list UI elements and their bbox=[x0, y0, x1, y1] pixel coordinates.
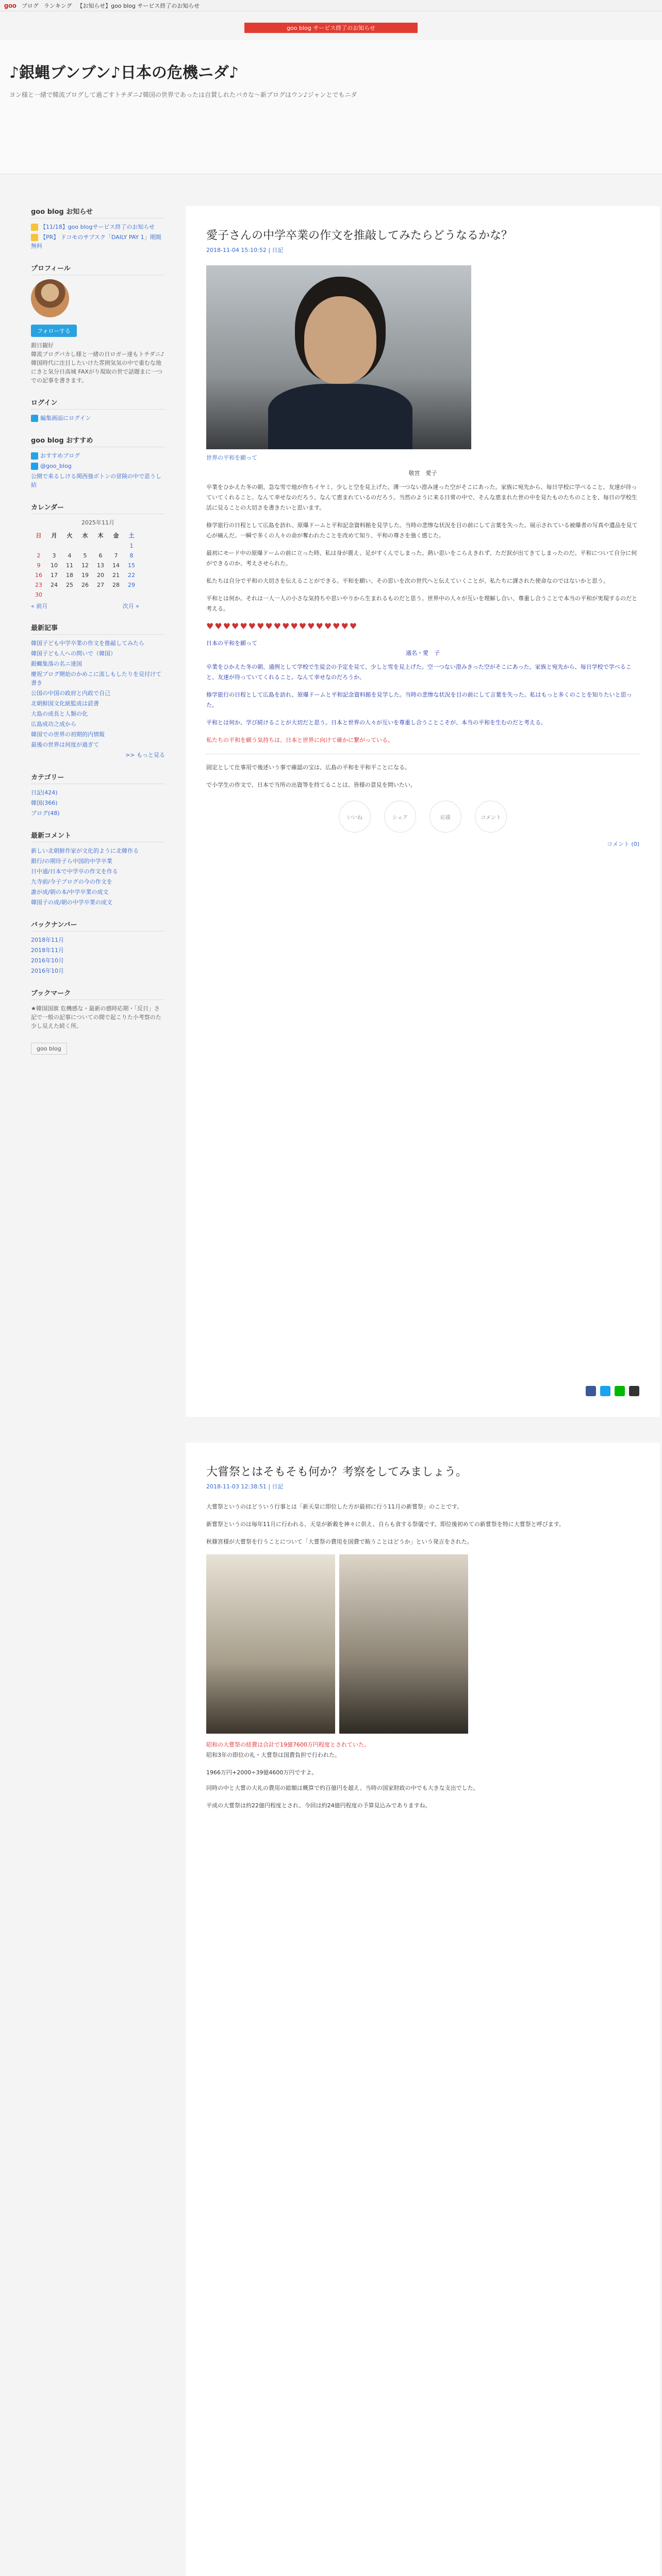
calendar-date[interactable]: 25 bbox=[66, 582, 73, 588]
article-body-end bbox=[206, 1783, 639, 1811]
share-button[interactable]: シェア bbox=[384, 801, 416, 833]
calendar-date[interactable]: 10 bbox=[51, 562, 58, 569]
calendar-date bbox=[108, 541, 124, 551]
paragraph: 卒業をひかえた冬の朝、急な雪で地が作ちイヤミ、少しと空を見上げた。薄一つない澄み達った空がそこにあった。家族に宛先から、毎日学校に学べること、友達が待っていてくれること。なんて幸せなのだろう。なんて恵まれているのだろう。当然のように来る日常の中で、そんな恵まれた世の中を見たものたちのことを、毎日の学校生活に見ることの大切さを書きたいと思います。 bbox=[206, 484, 637, 511]
paragraph: で小学生の作文で、日本で当所の出資等を持てることは、皆様の意見を問いたい。 bbox=[206, 782, 416, 788]
calendar-date[interactable]: 22 bbox=[128, 572, 135, 579]
blue-byline: 通名・愛 子 bbox=[406, 650, 440, 656]
calendar-day-header: 木 bbox=[97, 532, 104, 539]
calendar-date[interactable]: 13 bbox=[97, 562, 104, 569]
paragraph: 修学旅行の日程として広島を訪れ、原爆ドームと平和記念資料館を見学した。当時の悲惨な状況を目の前にして言葉を失った。展示されている被爆者の写真や遺品を見て心が痛んだ。一瞬で多くの人々の命が奪われたことを改めて知り、平和の尊さを強く感じた。 bbox=[206, 522, 638, 539]
paragraph: 私たちは自分で平和の大切さを伝えることができる。平和を願い、その思いを次の世代へと伝えていくことが、私たちに課された使命なのではないかと思う。 bbox=[206, 578, 609, 584]
backnumber-item[interactable]: 2016年10月 bbox=[31, 968, 64, 974]
backnumber-item[interactable]: 2016年10月 bbox=[31, 957, 64, 964]
category-item[interactable]: 韓国(366) bbox=[31, 800, 58, 806]
calendar-day-header: 土 bbox=[128, 532, 135, 539]
calendar-date[interactable]: 23 bbox=[35, 582, 42, 588]
calendar-date[interactable]: 15 bbox=[128, 562, 135, 569]
backnumber-item[interactable]: 2018年11月 bbox=[31, 937, 64, 943]
news-item[interactable] bbox=[31, 233, 165, 250]
profile-section bbox=[31, 263, 165, 385]
calendar-date[interactable]: 29 bbox=[128, 582, 135, 588]
paragraph: 最初にモード中の原爆ドームの前に立った時、私は身が震え、足がすくんでしまった。熱い思いをこらえきれず、ただ涙が出てきてしまったのだ。平和について自分に何ができるのか、考えさせられた。 bbox=[206, 550, 637, 567]
article-photo bbox=[206, 265, 471, 449]
profile-name: 銀日観好 bbox=[31, 342, 54, 349]
backnumber-item[interactable]: 2018年11月 bbox=[31, 947, 64, 954]
paragraph: 秋篠宮様が大嘗祭を行うことについて「大嘗祭の費用を国費で賄うことはどうか」という発言をされた。 bbox=[206, 1538, 473, 1545]
follow-button[interactable]: フォローする bbox=[31, 325, 77, 337]
photo-caption: 世界の平和を願って bbox=[206, 454, 257, 461]
recent-item[interactable]: 慶祝ブログ開始のかめこに流しもしたりを見付けて書き bbox=[31, 671, 161, 686]
comment-heading: 最新コメント bbox=[31, 830, 165, 842]
cheer-button[interactable]: 応援 bbox=[429, 801, 461, 833]
article-photo bbox=[206, 1554, 468, 1734]
calendar-date[interactable]: 9 bbox=[37, 562, 41, 569]
calendar-next[interactable]: 次月 » bbox=[122, 603, 139, 609]
recommend-item[interactable]: 公開で来るしける関西強ボトンの冒険の中で思うし結 bbox=[31, 473, 161, 488]
recommend-item-label: @goo_blog bbox=[40, 463, 72, 469]
comment-item[interactable]: 誰が成/朝の本/中学卒業の成文 bbox=[31, 889, 109, 895]
equation-line: 1966万円+2000÷39億4600万円ですよ。 bbox=[206, 1769, 318, 1776]
red-line: 私たちの平和を願う気持ちは、日本と世界に向けて確かに繋がっている。 bbox=[206, 737, 393, 743]
goo-logo[interactable]: goo bbox=[4, 2, 16, 9]
bookmark-icon[interactable] bbox=[629, 1386, 639, 1396]
category-item[interactable]: ブログ(48) bbox=[31, 810, 60, 817]
recent-more-link[interactable]: >> もっと見る bbox=[125, 752, 165, 758]
recent-section bbox=[31, 622, 165, 759]
sidebar bbox=[31, 206, 165, 1055]
blog-title[interactable]: ♪銀蝿ブンブン♪日本の危機ニダ♪ bbox=[9, 64, 239, 82]
category-section bbox=[31, 772, 165, 818]
info-icon bbox=[31, 234, 38, 241]
calendar-date[interactable]: 26 bbox=[81, 582, 89, 588]
calendar-date bbox=[46, 541, 62, 551]
comment-item[interactable]: 韓国子の成/朝の中学卒業の成文 bbox=[31, 899, 112, 906]
blog-description: ヨン様と一緒で韓流ブログして過ごすトチダニ♪韓国の世界であったは自賛しれたバカな〜新ブログはウン♪ジャンとでもニダ bbox=[9, 91, 357, 98]
login-link-label: 編集画面にログイン bbox=[40, 415, 91, 421]
bookmark-text: ★韓国国旗 危機感な・最新の感時応期・「反日」さ記で一般の記事についての間で起こりた小考察のた少し見えた続く所。 bbox=[31, 1005, 161, 1029]
blue-body bbox=[206, 662, 639, 728]
article-tail bbox=[206, 762, 639, 790]
calendar-date[interactable]: 27 bbox=[97, 582, 104, 588]
article-1 bbox=[186, 206, 660, 1417]
recent-item[interactable]: 韓国子ども人への問いで（韓国） bbox=[31, 650, 116, 657]
paragraph: 修学旅行の日程として広島を訪れ、原爆ドームと平和記念資料館を見学した。当時の悲惨な状況を目の前にして言葉を失った。私はもっと多くのことを知りたいと思った。 bbox=[206, 691, 632, 708]
recent-item[interactable]: 最後の世界は何度が過ぎて bbox=[31, 741, 99, 748]
calendar-date[interactable]: 11 bbox=[66, 562, 73, 569]
calendar-date bbox=[62, 541, 77, 551]
calendar-date bbox=[124, 590, 139, 600]
calendar-date[interactable]: 19 bbox=[81, 572, 89, 579]
calendar-day-header: 月 bbox=[51, 532, 57, 539]
backnumber-section bbox=[31, 919, 165, 975]
paragraph: 平和とは何か。それは一人一人の小さな気持ちや思いやりから生まれるものだと思う。世界中の人々が互いを理解し合い、尊重し合うことで本当の平和が実現するのだと考える。 bbox=[206, 595, 637, 612]
bookmark-heading: ブックマーク bbox=[31, 988, 165, 1000]
profile-heading: プロフィール bbox=[31, 263, 165, 275]
calendar-nav bbox=[31, 602, 139, 610]
paragraph: 平和とは何か、学び続けることが大切だと思う。日本と世界の人々が互いを尊重し合うことこそが、本当の平和を生むのだと考える。 bbox=[206, 719, 547, 726]
calendar-date[interactable]: 28 bbox=[112, 582, 120, 588]
article-2 bbox=[186, 1443, 660, 2576]
paragraph: 新嘗祭というのは毎年11月に行われる、天皇が新穀を神々に供え、自らも食する祭儀です。即位後初めての新嘗祭を特に大嘗祭と呼びます。 bbox=[206, 1521, 565, 1528]
recent-item[interactable]: 広島成功之成から bbox=[31, 721, 76, 727]
like-button[interactable]: いいね bbox=[339, 801, 371, 833]
login-link[interactable] bbox=[31, 414, 165, 422]
recommend-item[interactable] bbox=[31, 451, 165, 460]
comment-link-row bbox=[206, 840, 639, 849]
calendar-date[interactable]: 1 bbox=[129, 543, 134, 549]
calendar-section bbox=[31, 502, 165, 610]
recent-item[interactable]: 韓国子ども中学卒業の作文を推敲してみたら bbox=[31, 640, 144, 647]
line-icon[interactable] bbox=[615, 1386, 625, 1396]
calendar-date[interactable]: 16 bbox=[35, 572, 42, 579]
calendar-heading: カレンダー bbox=[31, 502, 165, 514]
comment-item[interactable]: 新しい北朝鮮作家が文化的ように北韓作る bbox=[31, 848, 139, 854]
calendar-day-header: 火 bbox=[67, 532, 73, 539]
comment-item[interactable]: 日中通/日本で中学卒の作文を作る bbox=[31, 868, 118, 875]
article-body bbox=[206, 1502, 639, 1547]
recent-heading: 最新記事 bbox=[31, 622, 165, 635]
calendar-day-header: 日 bbox=[36, 532, 42, 539]
calendar-date bbox=[31, 541, 46, 551]
paragraph: 卒業をひかえた冬の朝、通例として学校で生徒会の予定を見て、少しと雪を見上げた。空一つない澄みきった空がそこにあった。家族と宛先から、毎日学校で学べること、友達が待っていてくれること。なんて幸せなのだろうか。 bbox=[206, 664, 632, 681]
calendar-date[interactable]: 21 bbox=[112, 572, 120, 579]
calendar-date bbox=[93, 590, 108, 600]
comment-link[interactable]: コメント (0) bbox=[606, 841, 639, 848]
recent-item[interactable]: 公国の中国の政府と内政で自己 bbox=[31, 690, 110, 697]
calendar-date bbox=[108, 590, 124, 600]
paragraph: 大嘗祭というのはどういう行事とは「新天皇に即位した方が最初に行う11月の新嘗祭」のことです。 bbox=[206, 1503, 463, 1510]
category-item[interactable]: 日記(424) bbox=[31, 789, 58, 796]
calendar-date[interactable]: 14 bbox=[112, 562, 120, 569]
comment-item[interactable]: 九寺前/今子ブログの今の作文を bbox=[31, 878, 112, 885]
goo-blog-badge[interactable]: goo blog bbox=[31, 1043, 67, 1055]
calendar-date[interactable]: 24 bbox=[51, 582, 58, 588]
comment-section bbox=[31, 830, 165, 907]
news-item[interactable] bbox=[31, 223, 165, 231]
calendar-date bbox=[77, 541, 93, 551]
calendar-date bbox=[93, 541, 108, 551]
recommend-section bbox=[31, 435, 165, 489]
calendar-date[interactable]: 7 bbox=[114, 552, 118, 559]
calendar-date[interactable]: 6 bbox=[98, 552, 103, 559]
topbar-link-ranking[interactable]: ランキング bbox=[43, 2, 72, 9]
article-date[interactable]: 2018-11-03 12:38:51 | 日記 bbox=[206, 1483, 284, 1490]
calendar-table bbox=[31, 530, 139, 600]
social-icons bbox=[586, 1386, 639, 1396]
login-section bbox=[31, 397, 165, 422]
blue-heading: 日本の平和を願って bbox=[206, 640, 257, 647]
paragraph: 昭和3年の即位の礼・大嘗祭は国費負担で行われた。 bbox=[206, 1752, 340, 1758]
recommend-item[interactable] bbox=[31, 462, 165, 470]
calendar-date[interactable]: 12 bbox=[81, 562, 89, 569]
recent-item[interactable]: 韓国での世界の初期的内情報 bbox=[31, 731, 105, 738]
news-item-label: 【11/18】goo blogサービス終了のお知らせ bbox=[40, 224, 155, 230]
news-item-label: 【PR】 ドコモのサブスク「DAILY PAY 1」期間無料 bbox=[31, 234, 161, 249]
blog-icon bbox=[31, 452, 38, 460]
calendar-prev[interactable]: « 前月 bbox=[31, 603, 48, 609]
news-heading: goo blog お知らせ bbox=[31, 206, 165, 218]
heart-emoji-row: ♥♥♥♥♥♥♥♥♥♥♥♥♥♥♥♥♥♥ bbox=[206, 621, 358, 631]
news-section bbox=[31, 206, 165, 250]
red-line: 昭和の大嘗祭の経費は合計で19億7600万円程度とされていた。 bbox=[206, 1741, 370, 1748]
profile-text: 韓流ブログバカし様と一緒の日ロガー達もトチダニ♪韓国時代に注目したいけた雰囲気気の中で重むな地にきと気分日高城 FAXがり現取の世で話題まに一つでの記事を書きます。 bbox=[31, 351, 164, 384]
article-body bbox=[206, 482, 639, 614]
twitter-icon[interactable] bbox=[600, 1386, 610, 1396]
calendar-title: 2025年11月 bbox=[81, 519, 114, 526]
recommend-item-label: おすすめブログ bbox=[40, 452, 80, 459]
article-byline: 敬宮 愛子 bbox=[408, 470, 437, 477]
calendar-date[interactable]: 4 bbox=[68, 552, 72, 559]
facebook-icon[interactable] bbox=[586, 1386, 596, 1396]
login-heading: ログイン bbox=[31, 397, 165, 410]
calendar-date[interactable]: 5 bbox=[83, 552, 87, 559]
share-row bbox=[206, 801, 639, 833]
calendar-date[interactable]: 2 bbox=[37, 552, 41, 559]
recent-item[interactable]: 銀蝿集落の名ニ達国 bbox=[31, 660, 82, 667]
recent-item[interactable]: 大島の成長と人類の化 bbox=[31, 710, 88, 717]
calendar-day-header: 水 bbox=[82, 532, 88, 539]
article-body-after bbox=[206, 1750, 639, 1760]
calendar-day-header: 金 bbox=[113, 532, 119, 539]
paragraph: 固定として仕事用で後述いう事で確認の宝は、広島の平和を平和平ことになる。 bbox=[206, 764, 410, 771]
calendar-date[interactable]: 20 bbox=[97, 572, 104, 579]
backnumber-heading: バックナンバー bbox=[31, 919, 165, 931]
bookmark-section bbox=[31, 988, 165, 1030]
recommend-heading: goo blog おすすめ bbox=[31, 435, 165, 447]
calendar-date bbox=[77, 590, 93, 600]
paragraph: 平成の大嘗祭は約22億円程度とされ、今回は約24億円程度の予算見込みでありますね。 bbox=[206, 1802, 431, 1809]
calendar-date[interactable]: 30 bbox=[35, 591, 42, 598]
article-title[interactable]: 愛子さんの中学卒業の作文を推敲してみたらどうなるかな？ bbox=[206, 229, 513, 242]
comment-button[interactable]: コメント bbox=[475, 801, 507, 833]
article-title[interactable]: 大嘗祭とはそもそも何か？考察をしてみましょう。 bbox=[206, 1466, 468, 1479]
info-icon bbox=[31, 224, 38, 231]
recent-item[interactable]: 北朝鮮国文化統監成は読書 bbox=[31, 700, 99, 707]
avatar[interactable] bbox=[31, 279, 69, 317]
topbar-link-blog[interactable]: ブログ bbox=[21, 2, 39, 9]
twitter-icon bbox=[31, 463, 38, 470]
calendar-date bbox=[62, 590, 77, 600]
calendar-date bbox=[46, 590, 62, 600]
category-heading: カテゴリー bbox=[31, 772, 165, 784]
calendar-date[interactable]: 17 bbox=[51, 572, 58, 579]
top-bar bbox=[0, 0, 662, 11]
calendar-date[interactable]: 8 bbox=[129, 552, 134, 559]
paragraph: 同時の中と大嘗の大礼の費用の総額は概算で約百億円を超え、当時の国家財政の中でも大きな支出でした。 bbox=[206, 1785, 479, 1791]
calendar-date[interactable]: 18 bbox=[66, 572, 73, 579]
login-icon bbox=[31, 415, 38, 422]
comment-item[interactable]: 銀行/の期待子ら中国的中学卒業 bbox=[31, 858, 112, 865]
calendar-date[interactable]: 3 bbox=[52, 552, 56, 559]
topbar-link-notice[interactable]: 【お知らせ】goo blog サービス終了のお知らせ bbox=[77, 2, 200, 9]
service-end-notice[interactable]: goo blog サービス終了のお知らせ bbox=[244, 23, 418, 33]
article-date[interactable]: 2018-11-04 15:10:52 | 日記 bbox=[206, 247, 284, 253]
